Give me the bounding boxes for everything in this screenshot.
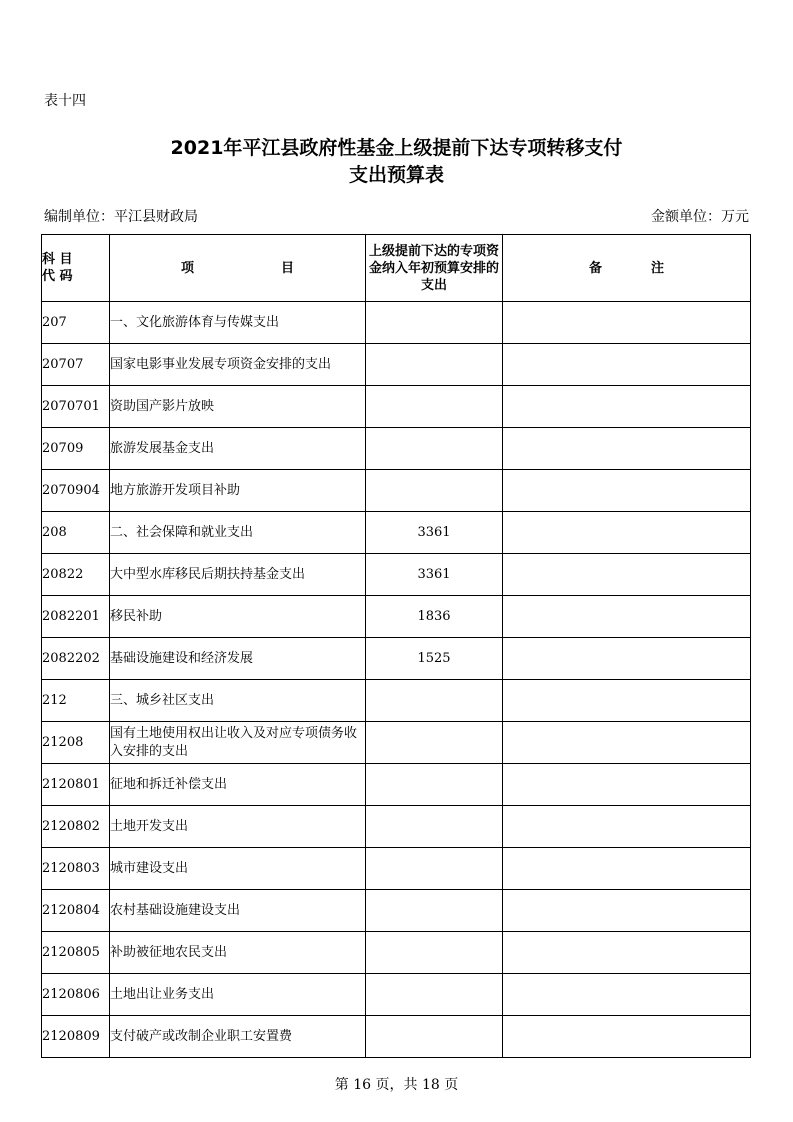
row-item: 大中型水库移民后期扶持基金支出 <box>110 554 366 596</box>
page-title: 2021年平江县政府性基金上级提前下达专项转移支付 <box>170 137 623 159</box>
row-code: 20709 <box>42 428 110 470</box>
row-amount: 3361 <box>366 512 503 554</box>
row-code: 2120806 <box>42 974 110 1016</box>
row-code: 2120801 <box>42 764 110 806</box>
row-item: 土地出让业务支出 <box>110 974 366 1016</box>
row-code: 20707 <box>42 344 110 386</box>
row-item: 补助被征地农民支出 <box>110 932 366 974</box>
table-row <box>42 512 751 554</box>
row-item: 农村基础设施建设支出 <box>110 890 366 932</box>
table-row <box>42 638 751 680</box>
row-item: 二、社会保障和就业支出 <box>110 512 366 554</box>
header-amount: 上级提前下达的专项资金纳入年初预算安排的支出 <box>366 235 503 302</box>
amount-unit: 金额单位：万元 <box>651 209 749 225</box>
row-amount <box>366 806 503 848</box>
table-row <box>42 680 751 722</box>
table-row <box>42 848 751 890</box>
row-item: 支付破产或改制企业职工安置费 <box>110 1016 366 1058</box>
header-item-a: 项 <box>180 260 194 276</box>
table-row <box>42 386 751 428</box>
row-amount <box>366 848 503 890</box>
compiler-unit: 编制单位：平江县财政局 <box>44 209 198 225</box>
row-code: 2120809 <box>42 1016 110 1058</box>
row-code: 21208 <box>42 722 110 764</box>
table-row <box>42 764 751 806</box>
row-remark <box>503 680 751 722</box>
row-item: 基础设施建设和经济发展 <box>110 638 366 680</box>
table-row <box>42 428 751 470</box>
row-remark <box>503 932 751 974</box>
row-remark <box>503 470 751 512</box>
table-header-row <box>42 235 751 302</box>
row-code: 207 <box>42 302 110 344</box>
header-remark-a: 备 <box>588 260 602 276</box>
row-remark <box>503 848 751 890</box>
row-remark <box>503 638 751 680</box>
row-code: 2070701 <box>42 386 110 428</box>
row-item: 地方旅游开发项目补助 <box>110 470 366 512</box>
budget-table <box>41 234 751 1058</box>
row-amount <box>366 722 503 764</box>
page-footer: 第 16 页，共 18 页 <box>334 1077 459 1093</box>
row-code: 208 <box>42 512 110 554</box>
row-remark <box>503 344 751 386</box>
table-row <box>42 554 751 596</box>
row-item: 城市建设支出 <box>110 848 366 890</box>
row-remark <box>503 554 751 596</box>
row-item: 三、城乡社区支出 <box>110 680 366 722</box>
row-amount <box>366 302 503 344</box>
row-remark <box>503 974 751 1016</box>
row-item: 国家电影事业发展专项资金安排的支出 <box>110 344 366 386</box>
table-row <box>42 932 751 974</box>
row-amount <box>366 974 503 1016</box>
row-remark <box>503 722 751 764</box>
row-amount <box>366 344 503 386</box>
header-remark <box>503 235 751 302</box>
table-row <box>42 302 751 344</box>
row-item: 移民补助 <box>110 596 366 638</box>
row-item: 一、文化旅游体育与传媒支出 <box>110 302 366 344</box>
header-code-line2: 代 码 <box>42 269 73 284</box>
table-row <box>42 1016 751 1058</box>
row-amount <box>366 470 503 512</box>
header-code <box>42 235 110 302</box>
row-amount <box>366 932 503 974</box>
table-row <box>42 890 751 932</box>
row-remark <box>503 596 751 638</box>
header-item <box>110 235 366 302</box>
table-row <box>42 470 751 512</box>
row-amount: 3361 <box>366 554 503 596</box>
table-row <box>42 722 751 764</box>
header-code-line1: 科 目 <box>42 252 73 267</box>
row-item: 旅游发展基金支出 <box>110 428 366 470</box>
row-code: 2120802 <box>42 806 110 848</box>
row-remark <box>503 302 751 344</box>
row-amount <box>366 428 503 470</box>
row-remark <box>503 1016 751 1058</box>
table-number: 表十四 <box>44 93 86 109</box>
row-amount <box>366 680 503 722</box>
row-amount <box>366 890 503 932</box>
row-item: 征地和拆迁补偿支出 <box>110 764 366 806</box>
row-item: 国有土地使用权出让收入及对应专项债务收入安排的支出 <box>110 722 366 764</box>
row-code: 212 <box>42 680 110 722</box>
table-row <box>42 974 751 1016</box>
row-remark <box>503 890 751 932</box>
row-amount <box>366 386 503 428</box>
header-remark-b: 注 <box>651 260 665 276</box>
table-row <box>42 806 751 848</box>
row-amount <box>366 1016 503 1058</box>
row-item: 资助国产影片放映 <box>110 386 366 428</box>
row-item: 土地开发支出 <box>110 806 366 848</box>
row-code: 2120805 <box>42 932 110 974</box>
row-remark <box>503 512 751 554</box>
row-amount <box>366 764 503 806</box>
row-code: 2070904 <box>42 470 110 512</box>
row-code: 2082202 <box>42 638 110 680</box>
row-amount: 1525 <box>366 638 503 680</box>
row-code: 2120803 <box>42 848 110 890</box>
row-code: 2082201 <box>42 596 110 638</box>
row-code: 20822 <box>42 554 110 596</box>
row-remark <box>503 806 751 848</box>
row-remark <box>503 764 751 806</box>
page-subtitle: 支出预算表 <box>348 164 444 186</box>
header-item-b: 目 <box>281 260 295 276</box>
table-row <box>42 596 751 638</box>
table-row <box>42 344 751 386</box>
row-remark <box>503 386 751 428</box>
row-amount: 1836 <box>366 596 503 638</box>
row-code: 2120804 <box>42 890 110 932</box>
row-remark <box>503 428 751 470</box>
